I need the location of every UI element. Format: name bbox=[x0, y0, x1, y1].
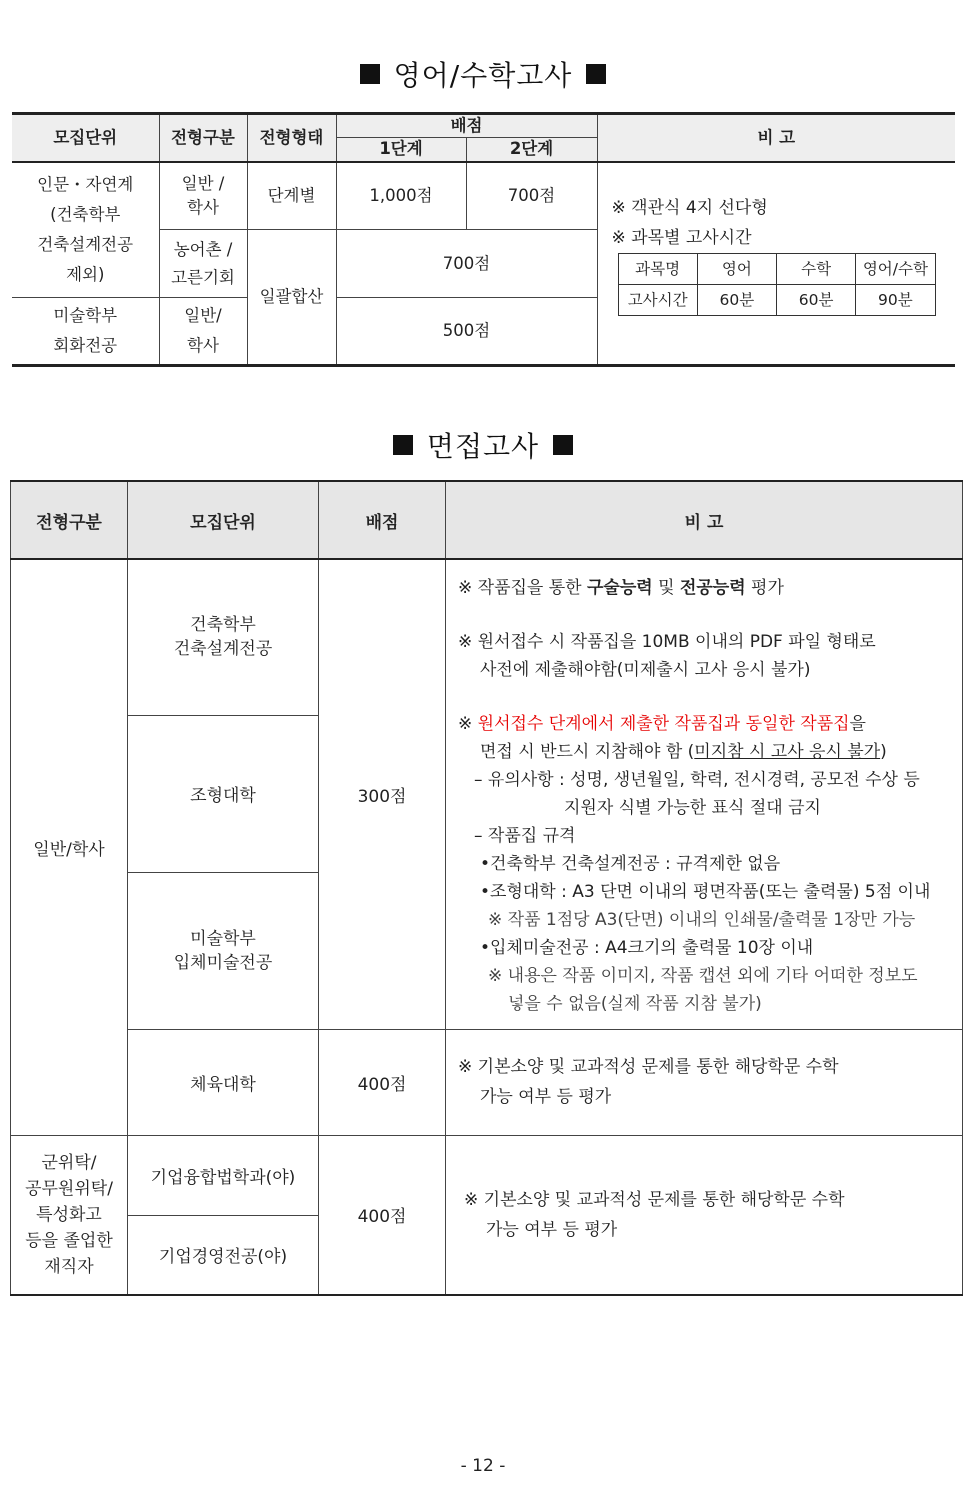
square-bullet-icon bbox=[393, 435, 413, 455]
remark-cell: ※ 객관식 4지 선다형 ※ 과목별 고사시간 과목명 영어 수학 영어/수학 고사시간 60분 60분 90분 bbox=[597, 162, 955, 366]
english-math-exam-table bbox=[12, 112, 955, 367]
portfolio-notes: ※ 작품집을 통한 구술능력 및 전공능력 평가 ※ 원서접수 시 작품집을 10MB 이내의 PDF 파일 형태로 사전에 제출해야함(미제출시 고사 응시 불가) ※ 원서접수 단계에서 제출한 작품집과 동일한 작품집을 면접 시 반드시 지참해야 함 (미지참 시 고사 응시 불가) – 유의사항 : 성명, 생년월일, 학력, 전시경력, 공모전 수상 등 지원자 식별 가능한 표식 절대 금지 – 작품집 규격 •건축학부 건축설계전공 : 규격제한 없음 •조형대학 : A3 단면 이내의 평면작품(또는 출력물) 5점 이내 ※ 작품 1점당 A3(단면) 이내의 인쇄물/출력물 1장만 가능 •입체미술전공 : A4크기의 출력물 10장 이내 ※ 내용은 작품 이미지, 작품 캡션 외에 기타 어떠한 정보도 넣을 수 없음(실제 작품 지참 불가) bbox=[446, 559, 963, 1029]
unit-business-management: 기업경영전공(야) bbox=[128, 1215, 319, 1295]
unit-business-law: 기업융합법학과(야) bbox=[128, 1135, 319, 1215]
section2-title: 면접고사 bbox=[0, 425, 966, 465]
header-stage1: 1단계 bbox=[336, 138, 466, 162]
form-staged: 단계별 bbox=[247, 162, 336, 230]
unit-art-painting: 미술학부 회화전공 bbox=[12, 298, 159, 366]
header-stage2: 2단계 bbox=[466, 138, 597, 162]
header-unit: 모집단위 bbox=[12, 114, 159, 162]
header-form: 전형형태 bbox=[247, 114, 336, 162]
type-general-2: 일반/ 학사 bbox=[159, 298, 247, 366]
square-bullet-icon bbox=[553, 435, 573, 455]
square-bullet-icon bbox=[586, 64, 606, 84]
unit-architecture: 건축학부 건축설계전공 bbox=[128, 559, 319, 715]
sports-notes: ※ 기본소양 및 교과적성 문제를 통한 해당학문 수학 가능 여부 등 평가 bbox=[446, 1029, 963, 1135]
score-400-commissioned: 400점 bbox=[319, 1135, 446, 1295]
section1-title: 영어/수학고사 bbox=[0, 54, 966, 94]
score-400-sports: 400점 bbox=[319, 1029, 446, 1135]
form-combined: 일괄합산 bbox=[247, 230, 336, 366]
unit-design-college: 조형대학 bbox=[128, 715, 319, 872]
header-type: 전형구분 bbox=[11, 481, 128, 559]
score-stage1: 1,000점 bbox=[336, 162, 466, 230]
type-rural: 농어촌 / 고른기회 bbox=[159, 230, 247, 298]
unit-sports-college: 체육대학 bbox=[128, 1029, 319, 1135]
score-300: 300점 bbox=[319, 559, 446, 1029]
header-type: 전형구분 bbox=[159, 114, 247, 162]
score-stage2: 700점 bbox=[466, 162, 597, 230]
header-score: 배점 bbox=[336, 114, 597, 138]
score-combined-700: 700점 bbox=[336, 230, 597, 298]
interview-exam-table bbox=[10, 480, 963, 1296]
page-number: - 12 - bbox=[460, 1456, 506, 1476]
exam-time-table: 과목명 영어 수학 영어/수학 고사시간 60분 60분 90분 bbox=[618, 253, 936, 316]
type-general: 일반 / 학사 bbox=[159, 162, 247, 230]
type-general: 일반/학사 bbox=[11, 559, 128, 1135]
commissioned-notes: ※ 기본소양 및 교과적성 문제를 통한 해당학문 수학 가능 여부 등 평가 bbox=[446, 1135, 963, 1295]
type-commissioned: 군위탁/ 공무원위탁/ 특성화고 등을 졸업한 재직자 bbox=[11, 1135, 128, 1295]
score-combined-500: 500점 bbox=[336, 298, 597, 366]
header-remark: 비 고 bbox=[597, 114, 955, 162]
header-unit: 모집단위 bbox=[128, 481, 319, 559]
unit-humanities-science: 인문・자연계 (건축학부 건축설계전공 제외) bbox=[12, 162, 159, 298]
header-score: 배점 bbox=[319, 481, 446, 559]
square-bullet-icon bbox=[360, 64, 380, 84]
header-remark: 비 고 bbox=[446, 481, 963, 559]
unit-sculpture: 미술학부 입체미술전공 bbox=[128, 872, 319, 1029]
